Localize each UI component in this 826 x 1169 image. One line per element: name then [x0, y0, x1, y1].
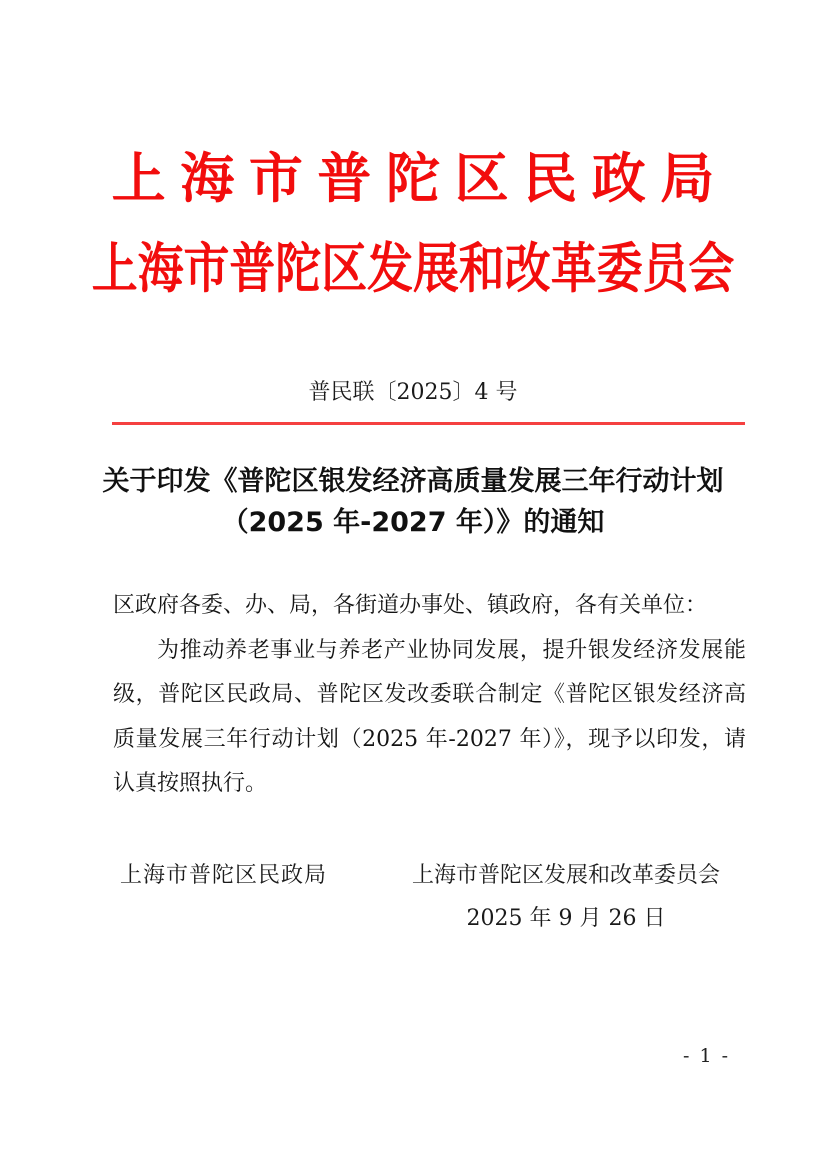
letterhead-line-1: 上海市普陀区民政局 — [111, 147, 729, 210]
document-number: 普民联〔2025〕4 号 — [308, 380, 518, 405]
notice-title-line-2: （2025 年-2027 年）》的通知 — [221, 507, 605, 538]
letterhead-line-2-wrap — [0, 236, 826, 302]
signature-date: 2025 年 9 月 26 日 — [466, 906, 666, 931]
red-divider-rule — [112, 422, 745, 425]
letterhead-line-2: 上海市普陀区发展和改革委员会 — [91, 237, 735, 300]
signature-right-agency: 上海市普陀区发展和改革委员会 — [411, 863, 720, 888]
signature-left-agency: 上海市普陀区民政局 — [120, 863, 328, 888]
body-paragraph: 为推动养老事业与养老产业协同发展，提升银发经济发展能级，普陀区民政局、普陀区发改委联合制定《普陀区银发经济高质量发展三年行动计划（2025 年-2027 年）》，现予以印发，请认真按照执行。 — [113, 637, 746, 797]
notice-body — [113, 584, 746, 807]
salutation-line: 区政府各委、办、局，各街道办事处、镇政府，各有关单位： — [113, 593, 708, 618]
notice-title — [50, 461, 776, 543]
notice-title-line-1: 关于印发《普陀区银发经济高质量发展三年行动计划 — [102, 466, 724, 497]
page-number: - 1 - — [682, 1045, 730, 1067]
